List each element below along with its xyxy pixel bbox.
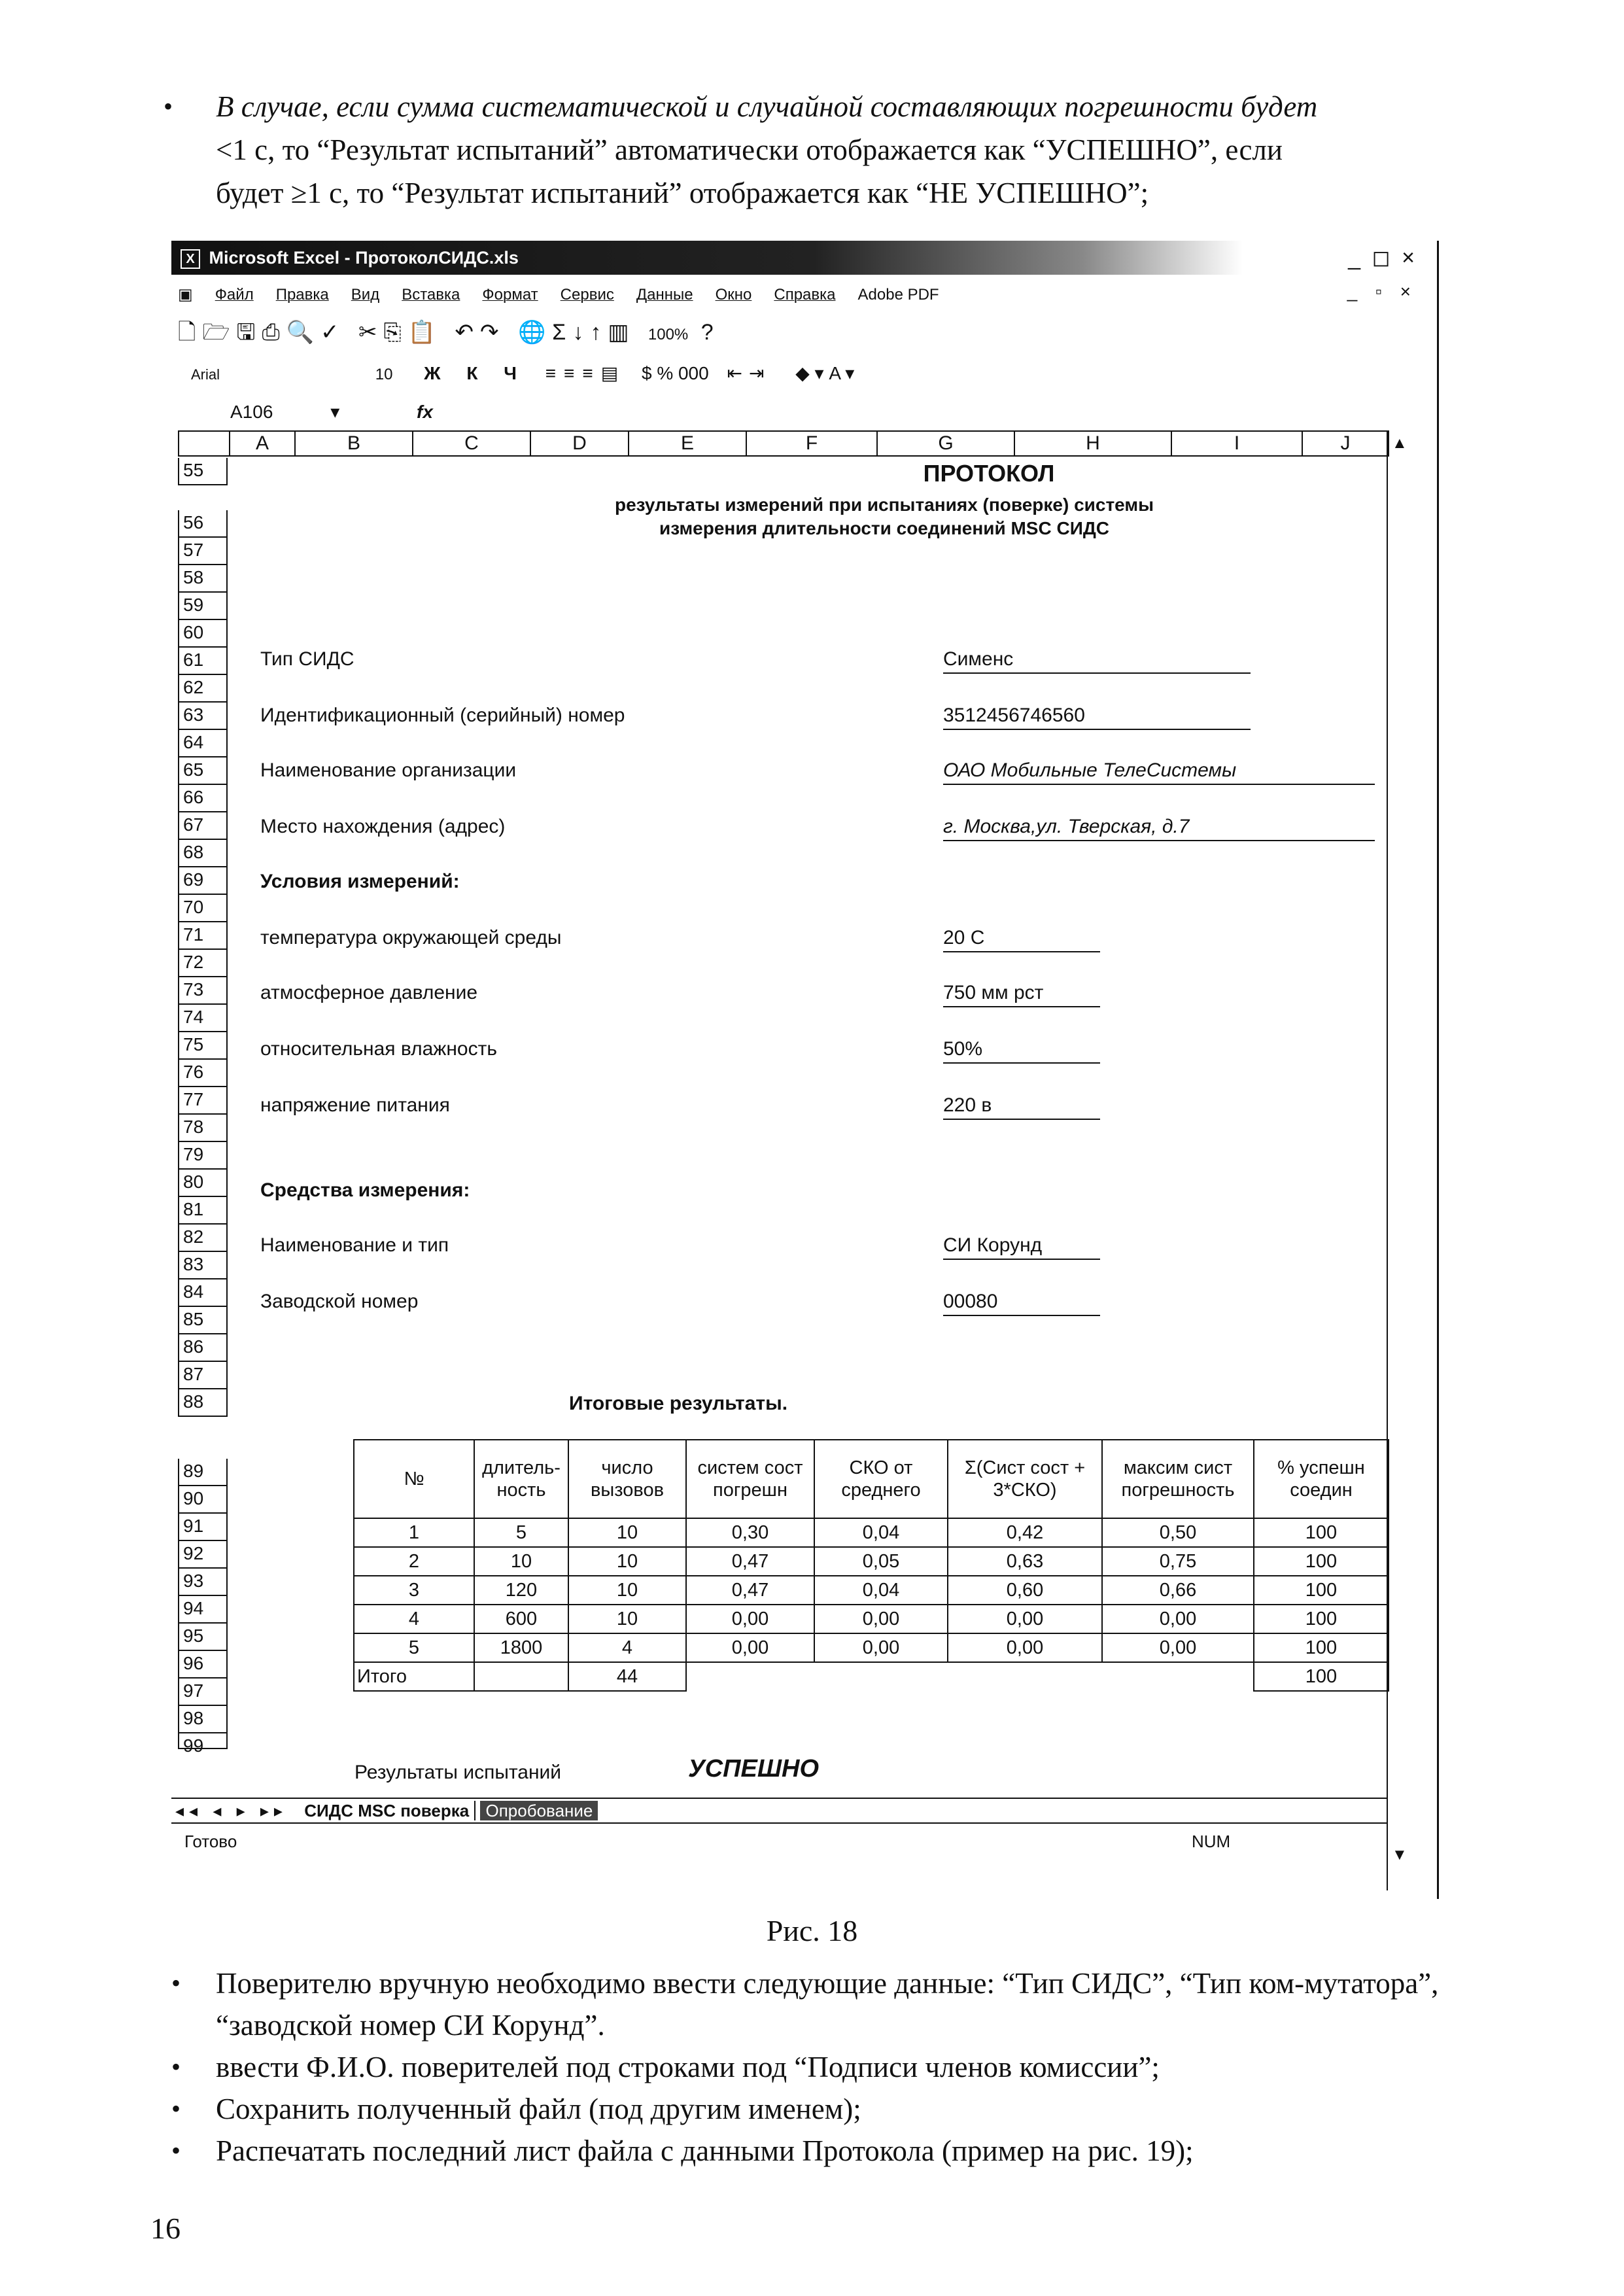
name-box-value: A106 bbox=[230, 402, 273, 422]
row-header[interactable]: 56 bbox=[178, 510, 228, 538]
condition-value[interactable]: 50% bbox=[943, 1036, 1100, 1064]
protocol-subtitle-2: измерения длительности соединений MSC СИДС bbox=[659, 518, 1109, 538]
table-cell[interactable]: 100 bbox=[1254, 1518, 1389, 1547]
row-header[interactable]: 61 bbox=[178, 648, 228, 675]
help-icon[interactable]: ? bbox=[700, 320, 720, 345]
bullet-icon: • bbox=[171, 2052, 181, 2081]
means-label: Наименование и тип bbox=[260, 1234, 449, 1256]
row-header[interactable]: 83 bbox=[178, 1252, 228, 1279]
menu-help[interactable]: Справка bbox=[774, 286, 836, 304]
table-cell[interactable]: 0,42 bbox=[948, 1518, 1102, 1547]
formatting-toolbar bbox=[171, 355, 854, 392]
table-cell[interactable]: 4 bbox=[354, 1605, 474, 1633]
condition-label: напряжение питания bbox=[260, 1094, 450, 1116]
menu-tools[interactable]: Сервис bbox=[560, 286, 614, 304]
redo-icon[interactable]: ↷ bbox=[479, 320, 506, 345]
sort-asc-icon[interactable]: ↓ bbox=[572, 320, 591, 345]
paste-icon[interactable]: 📋 bbox=[407, 320, 443, 345]
title-bar bbox=[171, 241, 1243, 275]
spell-icon[interactable]: ✓ bbox=[320, 320, 346, 345]
status-num: NUM bbox=[1192, 1832, 1231, 1851]
table-cell[interactable]: 0,50 bbox=[1102, 1518, 1254, 1547]
field-label: Место нахождения (адрес) bbox=[260, 816, 506, 837]
menu-insert[interactable]: Вставка bbox=[402, 286, 460, 304]
intro-line-3: будет ≥1 с, то “Результат испытаний” отображается как “НЕ УСПЕШНО”; bbox=[216, 177, 1149, 209]
align-icons[interactable]: ≡≡≡▤ bbox=[545, 363, 627, 383]
table-cell[interactable]: 10 bbox=[568, 1518, 686, 1547]
menu-format[interactable]: Формат bbox=[482, 286, 538, 304]
row-header[interactable]: 85 bbox=[178, 1307, 228, 1334]
corner-cell[interactable] bbox=[179, 432, 230, 455]
excel-window bbox=[171, 241, 1439, 1899]
table-cell[interactable]: 100 bbox=[1254, 1633, 1389, 1662]
row-header[interactable]: 89 bbox=[178, 1459, 228, 1486]
row-header[interactable]: 99 bbox=[178, 1733, 228, 1749]
field-label: Идентификационный (серийный) номер bbox=[260, 704, 625, 726]
row-header[interactable]: 70 bbox=[178, 895, 228, 922]
row-header[interactable]: 65 bbox=[178, 757, 228, 785]
tab-testing[interactable]: Опробование bbox=[480, 1801, 598, 1820]
row-header[interactable]: 75 bbox=[178, 1032, 228, 1060]
condition-value[interactable]: 20 С bbox=[943, 925, 1100, 952]
table-cell[interactable]: 0,00 bbox=[948, 1633, 1102, 1662]
name-box[interactable] bbox=[230, 398, 339, 426]
table-cell[interactable]: 0,05 bbox=[814, 1547, 948, 1576]
condition-label: относительная влажность bbox=[260, 1038, 497, 1060]
list-item-text: Сохранить полученный файл (под другим именем); bbox=[216, 2093, 861, 2125]
row-header[interactable]: 82 bbox=[178, 1225, 228, 1252]
table-cell[interactable] bbox=[474, 1662, 568, 1691]
bullet-icon: • bbox=[171, 1968, 181, 1998]
list-item bbox=[164, 2088, 1485, 2130]
menu-window[interactable]: Окно bbox=[715, 286, 752, 304]
chevron-down-icon[interactable]: ▾ bbox=[330, 402, 340, 422]
table-header: № bbox=[354, 1440, 474, 1518]
row-header[interactable]: 91 bbox=[178, 1514, 228, 1541]
row-header[interactable]: 57 bbox=[178, 538, 228, 565]
table-cell[interactable]: 2 bbox=[354, 1547, 474, 1576]
table-cell[interactable]: 10 bbox=[568, 1547, 686, 1576]
table-cell[interactable]: 10 bbox=[568, 1576, 686, 1605]
table-cell[interactable]: 0,00 bbox=[814, 1633, 948, 1662]
intro-line-1: В случае, если сумма систематической и случайной составляющих погрешности будет bbox=[216, 90, 1318, 123]
row-header[interactable]: 60 bbox=[178, 620, 228, 648]
table-cell[interactable]: 100 bbox=[1254, 1605, 1389, 1633]
row-header[interactable]: 86 bbox=[178, 1334, 228, 1362]
means-title: Средства измерения: bbox=[260, 1179, 470, 1201]
table-cell[interactable]: 0,63 bbox=[948, 1547, 1102, 1576]
table-cell[interactable]: 1 bbox=[354, 1518, 474, 1547]
protocol-subtitle-1: результаты измерений при испытаниях (поверке) системы bbox=[614, 495, 1154, 515]
bold-italic-underline-buttons[interactable]: Ж К Ч bbox=[424, 363, 527, 383]
row-header[interactable]: 93 bbox=[178, 1569, 228, 1596]
row-header[interactable]: 98 bbox=[178, 1706, 228, 1733]
empty-cell bbox=[686, 1662, 1254, 1691]
hyperlink-icon[interactable]: 🌐 bbox=[517, 320, 553, 345]
results-title: Итоговые результаты. bbox=[569, 1393, 788, 1414]
doc-icon[interactable]: ▣ bbox=[178, 286, 193, 304]
table-header: систем сост погрешн bbox=[686, 1440, 814, 1518]
row-header[interactable]: 80 bbox=[178, 1170, 228, 1197]
table-header: Σ(Сист сост + 3*СКО) bbox=[948, 1440, 1102, 1518]
row-header[interactable]: 71 bbox=[178, 922, 228, 950]
table-row bbox=[354, 1518, 1389, 1547]
results-table bbox=[353, 1439, 1389, 1692]
formula-bar-label: fx bbox=[417, 402, 433, 422]
status-ready: Готово bbox=[184, 1832, 237, 1851]
table-cell[interactable]: 5 bbox=[354, 1633, 474, 1662]
table-cell[interactable]: 0,04 bbox=[814, 1576, 948, 1605]
undo-icon[interactable]: ↶ bbox=[455, 320, 480, 345]
page-number: 16 bbox=[150, 2212, 181, 2245]
test-result-label: Результаты испытаний bbox=[354, 1762, 562, 1783]
print-icon[interactable]: ⎙ bbox=[262, 320, 286, 345]
table-cell[interactable]: 100 bbox=[1254, 1547, 1389, 1576]
row-header[interactable]: 81 bbox=[178, 1197, 228, 1225]
col-header[interactable]: J bbox=[1340, 432, 1351, 454]
font-color-icon[interactable]: A ▾ bbox=[829, 363, 855, 383]
copy-icon[interactable]: ⎘ bbox=[383, 320, 408, 345]
table-cell[interactable]: 0,00 bbox=[686, 1633, 814, 1662]
row-header[interactable]: 69 bbox=[178, 867, 228, 895]
row-header[interactable]: 63 bbox=[178, 703, 228, 730]
field-value[interactable]: Сименс bbox=[943, 646, 1251, 674]
menu-data[interactable]: Данные bbox=[636, 286, 693, 304]
percent-format[interactable]: % 000 bbox=[657, 363, 709, 383]
row-header[interactable]: 59 bbox=[178, 593, 228, 620]
table-cell[interactable]: 0,75 bbox=[1102, 1547, 1254, 1576]
column-headers bbox=[178, 430, 1389, 457]
field-label: Наименование организации bbox=[260, 759, 517, 781]
table-cell[interactable]: 10 bbox=[568, 1605, 686, 1633]
col-header[interactable]: E bbox=[629, 432, 747, 455]
bullet-icon: • bbox=[164, 92, 173, 121]
table-header: длитель-ность bbox=[474, 1440, 568, 1518]
table-cell[interactable]: 10 bbox=[474, 1547, 568, 1576]
total-percent[interactable]: 100 bbox=[1254, 1662, 1389, 1691]
menu-file[interactable]: Файл bbox=[215, 286, 254, 304]
window-title: Microsoft Excel - ПротоколСИДС.xls bbox=[209, 248, 519, 268]
table-row bbox=[354, 1576, 1389, 1605]
table-header: % успешн соедин bbox=[1254, 1440, 1389, 1518]
table-cell[interactable]: 0,66 bbox=[1102, 1576, 1254, 1605]
intro-line-2: <1 с, то “Результат испытаний” автоматически отображается как “УСПЕШНО”, если bbox=[216, 133, 1283, 166]
menu-edit[interactable]: Правка bbox=[275, 286, 329, 304]
row-header[interactable]: 92 bbox=[178, 1541, 228, 1569]
condition-value[interactable]: 220 в bbox=[943, 1092, 1100, 1120]
table-row bbox=[354, 1605, 1389, 1633]
row-header[interactable]: 64 bbox=[178, 730, 228, 757]
row-header[interactable]: 62 bbox=[178, 675, 228, 703]
table-row bbox=[354, 1547, 1389, 1576]
row-header[interactable]: 58 bbox=[178, 565, 228, 593]
table-cell[interactable]: 1800 bbox=[474, 1633, 568, 1662]
total-row bbox=[354, 1662, 1389, 1691]
list-item-text: Поверителю вручную необходимо ввести следующие данные: “Тип СИДС”, “Тип ком-мутатора”, “заводской номер СИ Корунд”. bbox=[216, 1967, 1439, 2042]
menu-view[interactable]: Вид bbox=[351, 286, 380, 304]
table-cell[interactable]: 120 bbox=[474, 1576, 568, 1605]
total-label[interactable]: Итого bbox=[354, 1662, 474, 1691]
table-cell[interactable]: 600 bbox=[474, 1605, 568, 1633]
row-header[interactable]: 94 bbox=[178, 1596, 228, 1624]
field-label: Тип СИДС bbox=[260, 648, 354, 670]
font-size-select[interactable]: 10 bbox=[375, 366, 393, 383]
table-header: СКО от среднего bbox=[814, 1440, 948, 1518]
row-header[interactable]: 77 bbox=[178, 1087, 228, 1115]
list-item-text: ввести Ф.И.О. поверителей под строками под “Подписи членов комиссии”; bbox=[216, 2051, 1160, 2083]
col-header[interactable]: I bbox=[1172, 432, 1303, 455]
row-header[interactable]: 87 bbox=[178, 1362, 228, 1389]
col-header[interactable]: A bbox=[230, 432, 296, 455]
currency-icon[interactable]: $ bbox=[641, 363, 652, 383]
table-cell[interactable]: 0,47 bbox=[686, 1576, 814, 1605]
test-result-value: УСПЕШНО bbox=[688, 1755, 820, 1783]
row-header[interactable]: 68 bbox=[178, 840, 228, 867]
list-item-text: Распечатать последний лист файла с данными Протокола (пример на рис. 19); bbox=[216, 2134, 1194, 2167]
sheet-tab-bar bbox=[171, 1798, 1388, 1824]
new-icon[interactable]: 🗋 bbox=[178, 320, 203, 345]
list-item bbox=[164, 1962, 1485, 2046]
table-cell[interactable]: 0,47 bbox=[686, 1547, 814, 1576]
table-cell[interactable]: 0,30 bbox=[686, 1518, 814, 1547]
menu-adobe-pdf[interactable]: Adobe PDF bbox=[857, 286, 939, 304]
row-header[interactable]: 76 bbox=[178, 1060, 228, 1087]
document-controls[interactable]: _ ▫ × bbox=[1347, 281, 1417, 302]
intro-bullet bbox=[164, 85, 1472, 215]
row-header[interactable]: 73 bbox=[178, 977, 228, 1005]
table-cell[interactable]: 3 bbox=[354, 1576, 474, 1605]
row-header[interactable]: 79 bbox=[178, 1142, 228, 1170]
bullet-icon: • bbox=[171, 2094, 181, 2123]
menu-bar bbox=[171, 280, 939, 310]
window-controls[interactable]: _ ◻ × bbox=[1348, 245, 1417, 270]
total-calls[interactable]: 44 bbox=[568, 1662, 686, 1691]
row-header[interactable]: 84 bbox=[178, 1279, 228, 1307]
table-cell[interactable]: 0,00 bbox=[1102, 1633, 1254, 1662]
table-header: максим сист погрешность bbox=[1102, 1440, 1254, 1518]
means-label: Заводской номер bbox=[260, 1291, 419, 1312]
row-header[interactable]: 67 bbox=[178, 812, 228, 840]
row-header[interactable]: 55 bbox=[178, 458, 228, 485]
field-value[interactable]: 3512456746560 bbox=[943, 703, 1251, 730]
table-cell[interactable]: 0,60 bbox=[948, 1576, 1102, 1605]
col-header[interactable]: G bbox=[878, 432, 1015, 455]
save-icon[interactable]: 🖫 bbox=[236, 320, 262, 345]
vertical-scrollbar[interactable] bbox=[1387, 432, 1413, 1890]
row-header[interactable]: 74 bbox=[178, 1005, 228, 1032]
indent-icons[interactable]: ⇤⇥ bbox=[727, 363, 771, 383]
row-header[interactable]: 95 bbox=[178, 1624, 228, 1651]
scroll-up-icon[interactable]: ▲ bbox=[1392, 434, 1408, 452]
row-header[interactable]: 96 bbox=[178, 1651, 228, 1679]
table-cell[interactable]: 0,04 bbox=[814, 1518, 948, 1547]
bullet-icon: • bbox=[171, 2136, 181, 2165]
autosum-icon[interactable]: Σ bbox=[552, 320, 573, 345]
fill-color-icon[interactable]: ◆ ▾ bbox=[795, 363, 824, 383]
condition-label: атмосферное давление bbox=[260, 982, 478, 1003]
table-cell[interactable]: 0,00 bbox=[686, 1605, 814, 1633]
table-cell[interactable]: 0,00 bbox=[1102, 1605, 1254, 1633]
cut-icon[interactable]: ✂ bbox=[358, 320, 384, 345]
row-header[interactable]: 72 bbox=[178, 950, 228, 977]
table-cell[interactable]: 0,00 bbox=[814, 1605, 948, 1633]
conditions-title: Условия измерений: bbox=[260, 871, 460, 892]
excel-icon: X bbox=[181, 249, 200, 269]
row-header[interactable]: 66 bbox=[178, 785, 228, 812]
tab-nav-icons[interactable]: ◂◂ ◂ ▸ ▸▸ bbox=[175, 1801, 288, 1820]
means-value[interactable]: СИ Корунд bbox=[943, 1232, 1100, 1260]
means-value[interactable]: 00080 bbox=[943, 1289, 1100, 1316]
figure-caption: Рис. 18 bbox=[766, 1914, 858, 1947]
status-bar bbox=[171, 1825, 1388, 1858]
col-header[interactable]: H bbox=[1015, 432, 1172, 455]
zoom-select[interactable]: 100% bbox=[648, 326, 689, 343]
sort-desc-icon[interactable]: ↑ bbox=[590, 320, 608, 345]
open-icon[interactable]: 🗁 bbox=[202, 320, 237, 345]
table-header: число вызовов bbox=[568, 1440, 686, 1518]
standard-toolbar bbox=[171, 314, 720, 351]
table-cell[interactable]: 100 bbox=[1254, 1576, 1389, 1605]
row-header[interactable]: 78 bbox=[178, 1115, 228, 1142]
table-cell[interactable]: 4 bbox=[568, 1633, 686, 1662]
row-header[interactable]: 88 bbox=[178, 1389, 228, 1417]
col-header[interactable]: D bbox=[531, 432, 629, 455]
field-value[interactable]: г. Москва,ул. Тверская, д.7 bbox=[943, 814, 1375, 841]
preview-icon[interactable]: 🔍 bbox=[286, 320, 321, 345]
col-header[interactable]: C bbox=[413, 432, 531, 455]
col-header[interactable]: B bbox=[296, 432, 413, 455]
table-cell[interactable]: 0,00 bbox=[948, 1605, 1102, 1633]
list-item bbox=[164, 2046, 1485, 2088]
font-name-select[interactable]: Arial bbox=[191, 366, 220, 383]
instructions-list bbox=[164, 1962, 1485, 2172]
condition-label: температура окружающей среды bbox=[260, 927, 562, 948]
scroll-down-icon[interactable]: ▼ bbox=[1392, 1846, 1408, 1864]
tab-sidc-msc[interactable]: СИДС MSC поверка bbox=[299, 1801, 475, 1820]
col-header[interactable]: F bbox=[747, 432, 878, 455]
condition-value[interactable]: 750 мм рст bbox=[943, 980, 1100, 1007]
table-row bbox=[354, 1633, 1389, 1662]
protocol-title: ПРОТОКОЛ bbox=[923, 460, 1055, 487]
chart-icon[interactable]: ▥ bbox=[608, 320, 636, 345]
table-cell[interactable]: 5 bbox=[474, 1518, 568, 1547]
row-header[interactable]: 97 bbox=[178, 1679, 228, 1706]
field-value[interactable]: ОАО Мобильные ТелеСистемы bbox=[943, 757, 1375, 785]
list-item bbox=[164, 2130, 1485, 2172]
row-header[interactable]: 90 bbox=[178, 1486, 228, 1514]
